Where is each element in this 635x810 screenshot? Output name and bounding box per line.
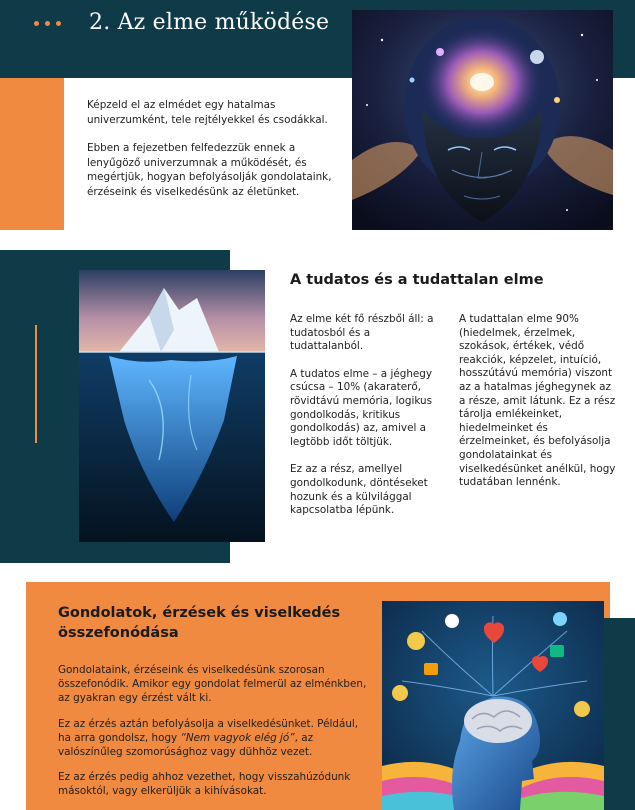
orange-accent-line	[35, 325, 37, 443]
thoughts-paragraph-1: Gondolataink, érzéseink és viselkedésünk szorosan összefonódik. Amikor egy gondolat felmerül az elménkben, az gyakran egy érzést vált ki.	[58, 664, 367, 705]
section-title-conscious: A tudatos és a tudattalan elme	[290, 272, 544, 288]
intro-paragraph-2: Ebben a fejezetben felfedezzük ennek a lenyűgöző univerzumnak a működését, és megértjük, hogyan befolyásolják gondolataink, érzéseink és viselkedésünk az életünket.	[87, 142, 332, 198]
iceberg-image	[79, 270, 265, 542]
thoughts-text	[58, 663, 368, 799]
thoughts-paragraph-3: Ez az érzés pedig ahhoz vezethet, hogy visszahúzódunk másoktól, vagy elkerüljük a kihívásokat.	[58, 771, 351, 798]
right-paragraph-1: A tudattalan elme 90% (hiedelmek, érzelmek, szokások, értékek, védő reakciók, képzelet, intuíció, hosszútávú memória) viszont az a hatalmas jéghegynek az a része, amit látunk. Ez a rész tárolja emlékeinket, hiedelmeinket és érzelmeinket, és befolyásolja gondolatainkat és viselkedésünket anélkül, hogy tudatában lennénk.	[459, 313, 616, 489]
left-column-text	[290, 313, 442, 518]
left-paragraph-2: A tudatos elme – a jéghegy csúcsa – 10% (akaraterő, rövidtávú memória, logikus gondolkodás, kritikus gondolkodás) az, amivel a legtöbb időt töltjük.	[290, 367, 433, 448]
section-title-thoughts: Gondolatok, érzések és viselkedés összefonódása	[58, 605, 341, 641]
intro-paragraph-1: Képzeld el az elmédet egy hatalmas univerzumként, tele rejtélyekkel és csodákkal.	[87, 99, 328, 126]
orange-side-tab	[0, 78, 64, 230]
thoughts-paragraph-2	[58, 717, 368, 760]
thoughts-p2-before: Ez az érzés aztán befolyásolja a viselkedésünket. Például, ha arra gondolsz, hogy	[58, 717, 359, 744]
cosmic-head-image	[352, 10, 613, 230]
thoughts-p2-after: , az valószínűleg szomorúsághoz vagy dühhöz vezet.	[58, 731, 314, 759]
left-paragraph-1: Az elme két fő részből áll: a tudatosból és a tudattalanból.	[290, 313, 434, 353]
left-paragraph-3: Ez az a rész, amellyel gondolkodunk, döntéseket hozunk és a külvilággal kapcsolatba lépünk.	[290, 463, 428, 517]
three-dots-icon	[34, 21, 61, 26]
intro-text	[87, 98, 347, 199]
thoughts-quote: “Nem vagyok elég jó”	[180, 731, 295, 744]
page-title: 2. Az elme működése	[89, 10, 330, 35]
right-column-text	[459, 313, 617, 490]
emotions-head-image	[382, 601, 604, 810]
